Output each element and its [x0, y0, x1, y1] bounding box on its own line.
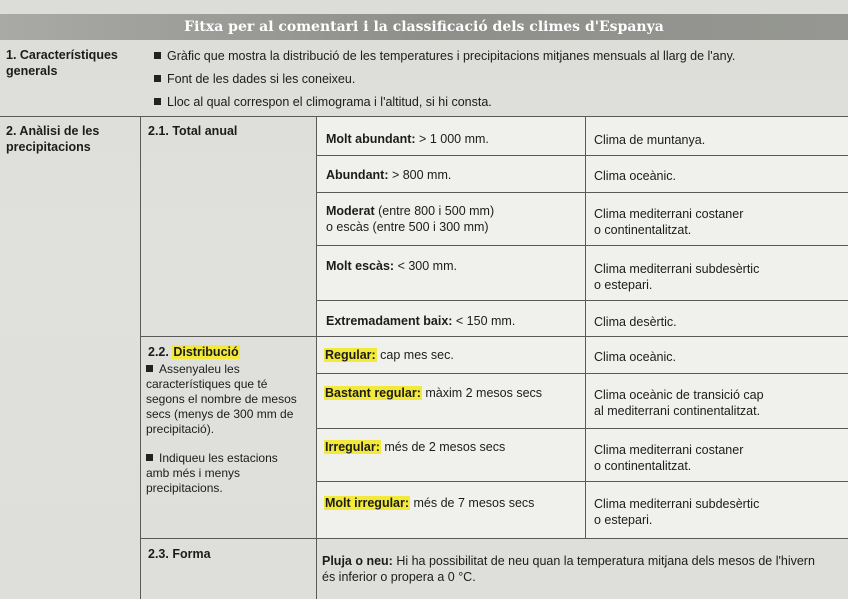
table-row-line: [316, 481, 848, 482]
table-row-line: [316, 245, 848, 246]
row-value: < 300 mm.: [394, 259, 457, 273]
row-climate: Clima de muntanya.: [594, 133, 706, 147]
row-label: Extremadament baix:: [326, 314, 453, 328]
distribution-heading-word: Distribució: [173, 345, 239, 359]
row-climate-line2: o estepari.: [594, 278, 653, 292]
section1-bullet-3: [154, 94, 844, 110]
table-row-line: [316, 155, 848, 156]
bullet-text: Font de les dades si les coneixeu.: [167, 72, 356, 86]
table-col-line-2: [585, 117, 586, 538]
row-climate: Clima oceànic.: [594, 350, 676, 364]
forma-heading: 2.3. Forma: [148, 547, 211, 561]
row-value: màxim 2 mesos secs: [421, 386, 543, 400]
total-anual-heading: 2.1. Total anual: [148, 124, 238, 138]
table-row: [326, 258, 581, 274]
table-row: [324, 439, 582, 455]
table-row-line: [316, 373, 848, 374]
row-value: més de 7 mesos secs: [410, 496, 535, 510]
document-title: Fitxa per al comentari i la classificació dels climes d'Espanya: [0, 14, 848, 40]
note-text: Indiqueu les estacions amb més i menys precipitacions.: [146, 451, 278, 495]
row-climate: Clima oceànic de transició cap: [594, 388, 764, 402]
table-row: [326, 313, 581, 329]
forma-text: [322, 553, 846, 569]
row-label: Molt irregular:: [325, 496, 410, 510]
note-text: Assenyaleu les característiques que té segons el nombre de mesos secs (menys de 300 mm de precipitació).: [146, 362, 297, 436]
table-row: [326, 167, 581, 183]
bullet-square-icon: [146, 365, 153, 372]
section2-heading: 2. Anàlisi de les precipitacions: [6, 124, 100, 154]
row-climate: Clima oceànic.: [594, 169, 676, 183]
row-climate-line2: o continentalitzat.: [594, 459, 692, 473]
row-value: > 800 mm.: [388, 168, 452, 182]
row-climate-line2: al mediterrani continentalitzat.: [594, 404, 761, 418]
bullet-square-icon: [154, 75, 161, 82]
table-row: [326, 203, 581, 219]
row-climate: Clima mediterrani costaner: [594, 443, 744, 457]
bullet-text: Gràfic que mostra la distribució de les temperatures i precipitacions mitjanes mensuals al llarg de l'any.: [167, 49, 736, 63]
table-row: [324, 495, 582, 511]
row-label: Regular:: [325, 348, 376, 362]
table-col-line-1: [316, 117, 317, 599]
section1-bullet-1: [154, 48, 844, 64]
bullet-text: Lloc al qual correspon el climograma i l'altitud, si hi consta.: [167, 95, 492, 109]
row-value: > 1 000 mm.: [415, 132, 489, 146]
table-row-line: [140, 336, 848, 337]
section1-bullet-2: [154, 71, 844, 87]
row-value-extra: o escàs (entre 500 i 300 mm): [326, 220, 489, 234]
row-label: Molt escàs:: [326, 259, 395, 273]
section1-heading: 1. Característiques generals: [6, 48, 118, 78]
row-label: Irregular:: [325, 440, 380, 454]
row-climate: Clima mediterrani subdesèrtic: [594, 497, 760, 511]
table-row: [324, 385, 582, 401]
table-row-line: [140, 538, 848, 539]
bullet-square-icon: [154, 98, 161, 105]
table-col-line-left: [140, 117, 141, 599]
table-row-line: [316, 192, 848, 193]
bullet-square-icon: [154, 52, 161, 59]
bullet-square-icon: [146, 454, 153, 461]
row-climate: Clima mediterrani subdesèrtic: [594, 262, 760, 276]
distribution-heading: [148, 344, 308, 360]
row-climate: Clima mediterrani costaner: [594, 207, 744, 221]
distribution-note-1: [146, 362, 302, 437]
forma-value: Hi ha possibilitat de neu quan la temperatura mitjana dels mesos de l'hivern: [392, 554, 815, 568]
table-row: [324, 347, 582, 363]
row-label: Moderat: [326, 204, 375, 218]
table-row-line: [316, 300, 848, 301]
row-value: cap mes sec.: [376, 348, 454, 362]
row-value: < 150 mm.: [452, 314, 516, 328]
table-row-line: [316, 428, 848, 429]
row-climate-line2: o estepari.: [594, 513, 653, 527]
table-row: [326, 131, 581, 147]
row-climate-line2: o continentalitzat.: [594, 223, 692, 237]
forma-label: Pluja o neu:: [322, 554, 393, 568]
forma-text-line2: és inferior o propera a 0 °C.: [322, 570, 476, 584]
row-label: Bastant regular:: [325, 386, 421, 400]
distribution-note-2: [146, 451, 296, 496]
row-label: Molt abundant:: [326, 132, 416, 146]
row-climate: Clima desèrtic.: [594, 315, 677, 329]
row-value: (entre 800 i 500 mm): [374, 204, 495, 218]
row-label: Abundant:: [326, 168, 389, 182]
distribution-heading-number: 2.2.: [148, 345, 169, 359]
row-value: més de 2 mesos secs: [380, 440, 506, 454]
